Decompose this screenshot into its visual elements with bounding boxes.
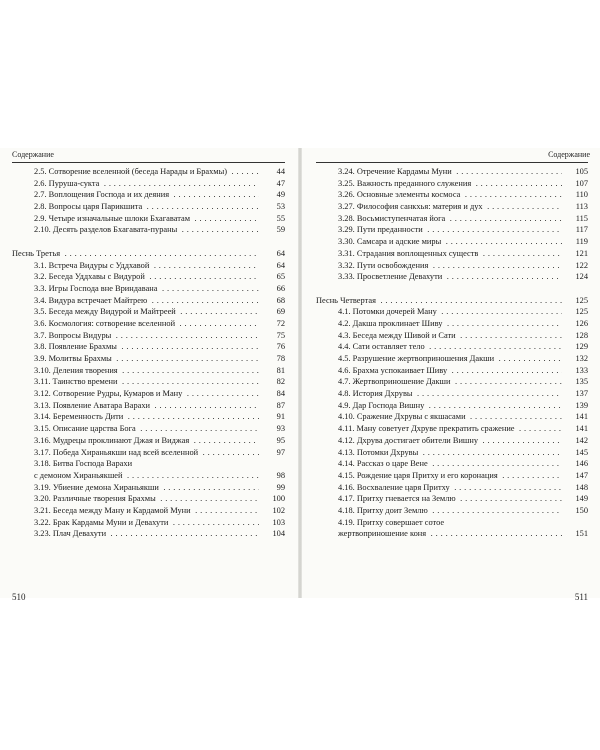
toc-entry — [316, 482, 588, 494]
toc-entry — [316, 376, 588, 388]
toc-entry-page: 146 — [562, 458, 588, 470]
toc-entry — [12, 271, 285, 283]
toc-entry-title: 3.3. Игры Господа вне Вриндавана — [34, 283, 158, 293]
toc-entry-title: 2.9. Четыре изначальные шлоки Бхагаватам — [34, 213, 191, 223]
toc-entry-page: 135 — [562, 376, 588, 388]
toc-entry-title: 4.1. Потомки дочерей Ману — [338, 307, 437, 317]
toc-entry — [12, 435, 285, 447]
toc-entry-page: 137 — [562, 388, 588, 400]
toc-entry-title: 3.33. Просветление Девахути — [338, 272, 443, 282]
toc-entry — [12, 201, 285, 213]
toc-entry-page: 91 — [259, 411, 285, 423]
toc-entry-title: 4.3. Беседа между Шивой и Сати — [338, 330, 456, 340]
toc-entry-page: 72 — [259, 318, 285, 330]
toc-entry — [316, 400, 588, 412]
toc-entry — [316, 271, 588, 283]
toc-entry-title: 3.1. Встреча Видуры с Уддхавой — [34, 260, 150, 270]
toc-entry-page: 147 — [562, 470, 588, 482]
toc-entry — [12, 493, 285, 505]
toc-entry-page: 81 — [259, 365, 285, 377]
toc-entry-title: 4.14. Рассказ о царе Вене — [338, 459, 428, 469]
toc-entry-page: 125 — [562, 295, 588, 307]
toc-entry — [12, 517, 285, 529]
toc-entry-title: 2.10. Десять разделов Бхагавата-пураны — [34, 225, 178, 235]
toc-entry-page: 102 — [259, 505, 285, 517]
toc-entry — [12, 376, 285, 388]
toc-entry — [12, 213, 285, 225]
toc-entry-title: 3.29. Пути преданности — [338, 225, 423, 235]
toc-entry — [316, 330, 588, 342]
toc-entry-page: 139 — [562, 400, 588, 412]
toc-entry-page: 104 — [259, 528, 285, 540]
toc-entry-page: 93 — [259, 423, 285, 435]
left-running-header: Содержание — [12, 150, 54, 159]
toc-entry — [316, 236, 588, 248]
toc-entry — [12, 178, 285, 190]
toc-entry — [316, 260, 588, 272]
toc-entry-title: 3.22. Брак Кардамы Муни и Девахути — [34, 517, 169, 527]
left-toc-list — [12, 166, 285, 540]
toc-entry — [316, 318, 588, 330]
toc-entry-page: 87 — [259, 400, 285, 412]
toc-entry — [12, 295, 285, 307]
toc-entry-page: 59 — [259, 224, 285, 236]
toc-entry-page: 125 — [562, 306, 588, 318]
left-page-number: 510 — [12, 592, 26, 602]
toc-entry — [12, 400, 285, 412]
toc-entry-page: 66 — [259, 283, 285, 295]
toc-entry-page: 78 — [259, 353, 285, 365]
toc-entry-page: 82 — [259, 376, 285, 388]
toc-entry — [12, 528, 285, 540]
toc-entry-page: 47 — [259, 178, 285, 190]
toc-entry-title: 3.10. Деления творения — [34, 365, 118, 375]
toc-entry — [316, 201, 588, 213]
toc-entry — [316, 517, 588, 529]
toc-entry — [12, 306, 285, 318]
toc-entry-title: 4.9. Дар Господа Вишну — [338, 400, 425, 410]
toc-entry — [316, 306, 588, 318]
toc-entry-page: 64 — [259, 260, 285, 272]
toc-entry-page: 141 — [562, 411, 588, 423]
toc-spacer — [316, 283, 588, 295]
toc-entry — [12, 224, 285, 236]
toc-entry-title: 3.20. Различные творения Брахмы — [34, 494, 156, 504]
toc-entry-page: 148 — [562, 482, 588, 494]
toc-entry — [12, 365, 285, 377]
toc-entry-title: 3.12. Сотворение Рудры, Кумаров и Ману — [34, 389, 183, 399]
toc-entry-page: 84 — [259, 388, 285, 400]
toc-entry-title: 4.15. Рождение царя Притху и его коронация — [338, 470, 498, 480]
toc-entry-title: 4.5. Разрушение жертвоприношения Дакши — [338, 354, 495, 363]
toc-entry-title: жертвоприношение коня — [338, 529, 427, 539]
toc-spacer — [12, 236, 285, 248]
toc-entry — [12, 447, 285, 459]
toc-entry — [12, 353, 285, 365]
toc-entry-page: 132 — [562, 353, 588, 365]
toc-entry-title: 3.14. Беременность Дити — [34, 412, 124, 422]
toc-entry — [316, 365, 588, 377]
toc-entry-title: 3.4. Видура встречает Майтрею — [34, 295, 148, 305]
toc-entry-page: 141 — [562, 423, 588, 435]
toc-entry-title: 3.2. Беседа Уддхавы с Видурой — [34, 272, 145, 282]
toc-entry-page: 100 — [259, 493, 285, 505]
toc-entry-page: 99 — [259, 482, 285, 494]
toc-canto-heading — [12, 248, 285, 260]
toc-entry-title: 3.30. Самсара и адские миры — [338, 237, 442, 247]
toc-entry-page: 55 — [259, 213, 285, 225]
toc-entry-title: 3.5. Беседа между Видурой и Майтреей — [34, 307, 176, 317]
toc-entry-title: 3.8. Появление Брахмы — [34, 342, 117, 352]
toc-entry-title: 4.13. Потомки Дхрувы — [338, 447, 419, 457]
toc-entry-title: 3.18. Битва Господа Варахи — [34, 459, 133, 469]
toc-entry-title: 2.7. Воплощения Господа и их деяния — [34, 190, 170, 200]
toc-entry-page: 149 — [562, 493, 588, 505]
toc-entry — [12, 411, 285, 423]
toc-entry-title: Песнь Третья — [12, 248, 61, 258]
toc-entry — [316, 166, 588, 178]
toc-entry — [12, 330, 285, 342]
toc-entry — [12, 423, 285, 435]
book-gutter — [298, 148, 302, 598]
toc-entry-title: 4.10. Сражение Дхрувы с якшасами — [338, 412, 466, 422]
toc-entry-page: 119 — [562, 236, 588, 248]
toc-entry — [316, 470, 588, 482]
toc-entry-page: 129 — [562, 341, 588, 353]
toc-entry-page: 68 — [259, 295, 285, 307]
right-header-rule — [316, 162, 588, 163]
toc-entry-title: 3.27. Философия санкхья: материя и дух — [338, 202, 483, 212]
toc-entry-title: 4.12. Дхрува достигает обители Вишну — [338, 435, 479, 445]
toc-entry — [316, 353, 588, 365]
toc-entry — [316, 178, 588, 190]
toc-entry — [316, 505, 588, 517]
toc-entry-page: 121 — [562, 248, 588, 260]
toc-entry — [316, 447, 588, 459]
toc-entry-title: 3.26. Основные элементы космоса — [338, 190, 461, 200]
toc-entry-title: 3.23. Плач Девахути — [34, 529, 107, 539]
toc-entry-title: 4.16. Восхваление царя Притху — [338, 482, 450, 492]
toc-entry — [316, 213, 588, 225]
toc-entry-title: 3.25. Важность преданного служения — [338, 178, 472, 188]
toc-entry — [12, 341, 285, 353]
toc-entry-page: 44 — [259, 166, 285, 178]
toc-entry-page: 126 — [562, 318, 588, 330]
toc-entry-continuation — [12, 470, 285, 482]
left-header-rule — [12, 162, 285, 163]
toc-entry — [316, 248, 588, 260]
toc-entry-title: 3.15. Описание царства Бога — [34, 424, 136, 434]
toc-entry-title: 3.21. Беседа между Ману и Кардамой Муни — [34, 505, 191, 515]
toc-entry — [12, 283, 285, 295]
toc-entry-page: 113 — [562, 201, 588, 213]
toc-entry-title: 3.11. Таинство времени — [34, 377, 118, 387]
toc-entry — [316, 341, 588, 353]
toc-entry — [12, 482, 285, 494]
toc-entry-title: 3.31. Страдания воплощенных существ — [338, 248, 479, 258]
toc-entry — [12, 260, 285, 272]
toc-entry-page: 53 — [259, 201, 285, 213]
toc-entry-page: 133 — [562, 365, 588, 377]
toc-entry — [316, 435, 588, 447]
toc-entry-title: с демоном Хираньякшей — [34, 470, 123, 480]
toc-entry — [12, 189, 285, 201]
toc-entry-continuation — [316, 528, 588, 540]
toc-entry — [12, 505, 285, 517]
toc-entry-title: 4.11. Ману советует Дхруве прекратить сражение — [338, 424, 515, 434]
toc-entry-title: 3.32. Пути освобождения — [338, 260, 429, 270]
toc-entry-page: 76 — [259, 341, 285, 353]
toc-entry-page: 95 — [259, 435, 285, 447]
toc-entry-title: 4.7. Жертвоприношение Дакши — [338, 377, 451, 387]
toc-entry-title: 3.13. Появление Аватара Варахи — [34, 400, 151, 410]
toc-entry — [12, 318, 285, 330]
toc-entry-title: 4.18. Притху доит Землю — [338, 505, 428, 515]
toc-entry-title: 2.5. Сотворение вселенной (беседа Нарады и Брахмы) — [34, 167, 228, 176]
toc-entry-title: 3.9. Молитвы Брахмы — [34, 354, 112, 363]
toc-entry — [316, 423, 588, 435]
toc-entry-title: 3.19. Убиение демона Хираньякши — [34, 482, 159, 492]
toc-entry-page: 97 — [259, 447, 285, 459]
toc-entry-title: 4.2. Дакша проклинает Шиву — [338, 318, 443, 328]
toc-entry-page: 65 — [259, 271, 285, 283]
toc-entry — [316, 224, 588, 236]
toc-entry-page: 145 — [562, 447, 588, 459]
toc-entry-page: 122 — [562, 260, 588, 272]
toc-entry-page: 124 — [562, 271, 588, 283]
toc-entry — [316, 411, 588, 423]
right-running-header: Содержание — [548, 150, 590, 159]
toc-entry — [316, 388, 588, 400]
toc-entry-title: 3.24. Отречение Кардамы Муни — [338, 167, 452, 176]
toc-entry-title: 3.6. Космология: сотворение вселенной — [34, 318, 176, 328]
toc-entry-title: 4.17. Притху гневается на Землю — [338, 494, 456, 504]
toc-entry — [316, 458, 588, 470]
toc-entry — [316, 493, 588, 505]
toc-entry-page: 142 — [562, 435, 588, 447]
toc-entry-page: 98 — [259, 470, 285, 482]
right-toc-list — [316, 166, 588, 540]
toc-entry-title: 3.16. Мудрецы проклинают Джая и Виджая — [34, 435, 190, 445]
toc-entry-page: 151 — [562, 528, 588, 540]
toc-entry — [12, 458, 285, 470]
toc-entry-page: 115 — [562, 213, 588, 225]
toc-entry-page: 105 — [562, 166, 588, 178]
toc-entry-title: 3.7. Вопросы Видуры — [34, 330, 112, 340]
toc-entry-title: 3.17. Победа Хираньякши над всей вселенной — [34, 447, 199, 457]
toc-entry-page: 110 — [562, 189, 588, 201]
toc-entry-page: 117 — [562, 224, 588, 236]
toc-entry-title: 3.28. Восьмиступенчатая йога — [338, 213, 446, 223]
toc-entry-title: 2.6. Пуруша-сукта — [34, 178, 100, 188]
toc-entry-page: 75 — [259, 330, 285, 342]
toc-entry — [12, 166, 285, 178]
toc-entry-title: 2.8. Вопросы царя Парикшита — [34, 202, 143, 212]
toc-entry-page: 150 — [562, 505, 588, 517]
right-page-number: 511 — [574, 592, 588, 602]
toc-entry-page: 107 — [562, 178, 588, 190]
toc-entry-title: Песнь Четвертая — [316, 295, 376, 305]
toc-entry-page: 103 — [259, 517, 285, 529]
toc-entry-page: 64 — [259, 248, 285, 260]
toc-entry-title: 4.8. История Дхрувы — [338, 389, 413, 399]
toc-entry-title: 4.4. Сати оставляет тело — [338, 342, 425, 352]
toc-canto-heading — [316, 295, 588, 307]
toc-entry-page: 69 — [259, 306, 285, 318]
toc-entry-title: 4.6. Брахма успокаивает Шиву — [338, 365, 448, 375]
toc-entry — [12, 388, 285, 400]
toc-entry-title: 4.19. Притху совершает сотое — [338, 517, 445, 527]
toc-entry-page: 128 — [562, 330, 588, 342]
toc-entry-page: 49 — [259, 189, 285, 201]
toc-entry — [316, 189, 588, 201]
